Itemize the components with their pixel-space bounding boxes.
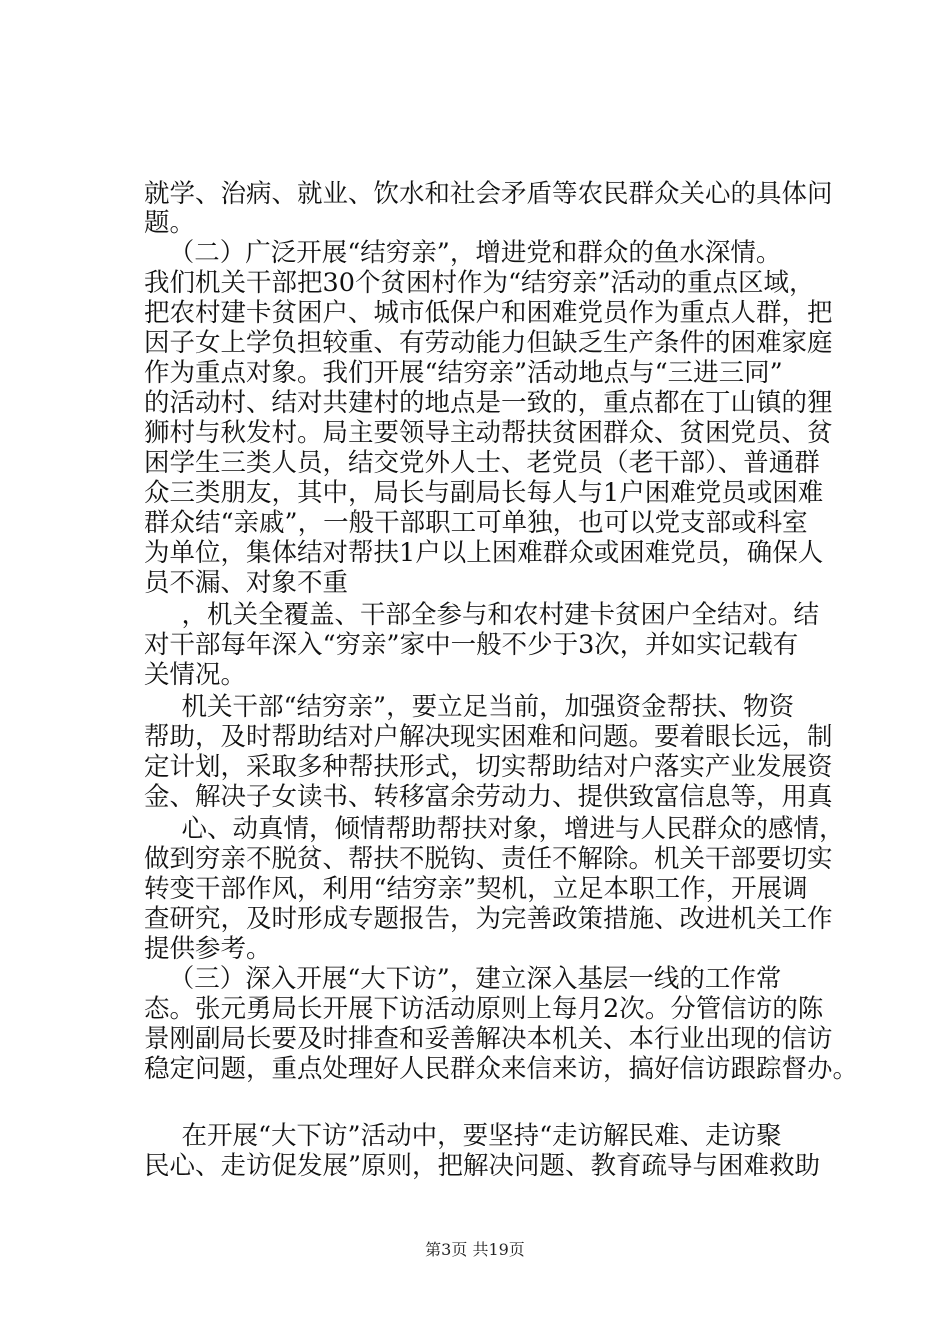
text-line: 帮助，及时帮助结对户解决现实困难和问题。要着眼长远，制 <box>144 722 833 752</box>
text-line: 对干部每年深入“穷亲”家中一般不少于3次，并如实记载有 <box>144 630 799 660</box>
text-line: 景刚副局长要及时排查和妥善解决本机关、本行业出现的信访 <box>144 1024 833 1054</box>
text-line: 做到穷亲不脱贫、帮扶不脱钩、责任不解除。机关干部要切实 <box>144 844 833 874</box>
text-line: （三）深入开展“大下访”，建立深入基层一线的工作常 <box>156 964 782 994</box>
text-line: 员不漏、对象不重 <box>144 568 349 598</box>
text-line: 机关干部“结穷亲”，要立足当前，加强资金帮扶、物资 <box>156 692 795 722</box>
text-line: 态。张元勇局长开展下访活动原则上每月2次。分管信访的陈 <box>144 994 824 1024</box>
text-line: 定计划，采取多种帮扶形式，切实帮助结对户落实产业发展资 <box>144 752 833 782</box>
text-line: 提供参考。 <box>144 934 272 964</box>
text-line: 金、解决子女读书、转移富余劳动力、提供致富信息等，用真 <box>144 782 833 812</box>
text-line: ，机关全覆盖、干部全参与和农村建卡贫困户全结对。结 <box>156 600 820 630</box>
text-line: 转变干部作风，利用“结穷亲”契机，立足本职工作，开展调 <box>144 874 808 904</box>
page-footer: 第3页 共19页 <box>425 1240 525 1259</box>
text-line: 把农村建卡贫困户、城市低保户和困难党员作为重点人群，把 <box>144 298 833 328</box>
text-line: 心、动真情，倾情帮助帮扶对象，增进与人民群众的感情， <box>156 814 845 844</box>
text-line: 的活动村、结对共建村的地点是一致的，重点都在丁山镇的狸 <box>144 388 833 418</box>
text-line: 查研究，及时形成专题报告，为完善政策措施、改进机关工作 <box>144 904 833 934</box>
text-line: 在开展“大下访”活动中，要坚持“走访解民难、走访聚 <box>156 1121 782 1151</box>
text-line: 题。 <box>144 208 196 238</box>
text-line: 狮村与秋发村。局主要领导主动帮扶贫困群众、贫困党员、贫 <box>144 418 833 448</box>
text-line: 困学生三类人员，结交党外人士、老党员（老干部）、普通群 <box>144 448 820 478</box>
text-line: 民心、走访促发展”原则，把解决问题、教育疏导与困难救助 <box>144 1151 821 1181</box>
text-line: 关情况。 <box>144 660 247 690</box>
text-line: （二）广泛开展“结穷亲”，增进党和群众的鱼水深情。 <box>156 238 782 268</box>
text-line: 为单位，集体结对帮扶1户以上困难群众或困难党员，确保人 <box>144 538 824 568</box>
text-line: 我们机关干部把30个贫困村作为“结穷亲”活动的重点区域， <box>144 268 815 298</box>
text-line: 众三类朋友，其中，局长与副局长每人与1户困难党员或困难 <box>144 478 824 508</box>
text-line: 因子女上学负担较重、有劳动能力但缺乏生产条件的困难家庭 <box>144 328 833 358</box>
text-line: 就学、治病、就业、饮水和社会矛盾等农民群众关心的具体问 <box>144 179 833 209</box>
text-line: 作为重点对象。我们开展“结穷亲”活动地点与“三进三同” <box>144 358 783 388</box>
text-line: 稳定问题，重点处理好人民群众来信来访，搞好信访跟踪督办。 <box>144 1054 859 1084</box>
text-line: 群众结“亲戚”，一般干部职工可单独，也可以党支部或科室 <box>144 508 808 538</box>
